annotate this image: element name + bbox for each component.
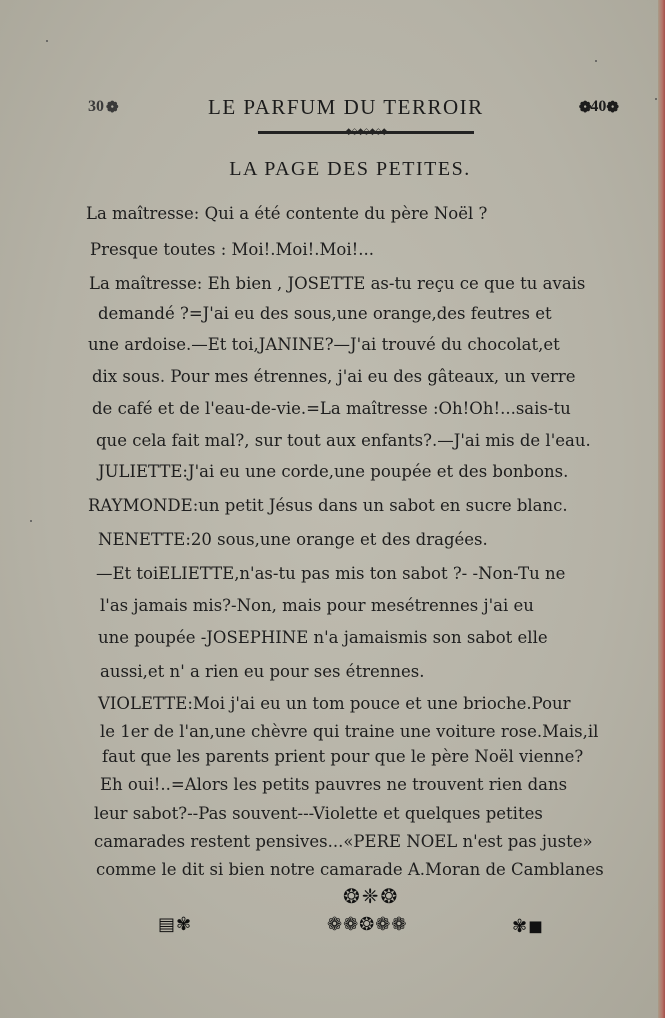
text-line: Eh oui!..=Alors les petits pauvres ne trouvent rien dans [100,775,568,794]
footer-ornament-icon: ❂❈❂ [343,884,400,908]
text-line: l'as jamais mis?-Non, mais pour mesétrennes j'ai eu [100,596,534,615]
text-line: faut que les parents prient pour que le père Noël vienne? [102,747,584,766]
text-line: une poupée -JOSEPHINE n'a jamaismis son sabot elle [98,628,548,647]
text-line: une ardoise.—Et toi,JANINE?—J'ai trouvé du chocolat,et [88,335,560,354]
left-page-number-text: 30 [88,98,104,115]
text-line: VIOLETTE:Moi j'ai eu un tom pouce et une brioche.Pour [98,694,571,713]
speck [655,98,657,100]
text-line: aussi,et n' a rien eu pour ses étrennes. [100,662,425,681]
speck [46,40,48,42]
text-line: camarades restent pensives...«PERE NOEL n'est pas juste» [94,832,593,851]
text-line: comme le dit si bien notre camarade A.Moran de Camblanes [96,860,604,879]
footer-ornament-icon: ▤✾ [158,914,193,935]
left-page-number [88,98,208,117]
text-line: de café et de l'eau-de-vie.=La maîtresse :Oh!Oh!...sais-tu [92,399,571,418]
ornament-icon: ❁ [578,99,591,116]
page-edge [658,0,665,1018]
text-line: La maîtresse: Qui a été contente du père Noël ? [86,204,488,223]
text-line: RAYMONDE:un petit Jésus dans un sabot en sucre blanc. [88,496,568,515]
speck [595,60,597,62]
speck [30,520,32,522]
text-line: que cela fait mal?, sur tout aux enfants?.—J'ai mis de l'eau. [96,431,591,450]
text-line: dix sous. Pour mes étrennes, j'ai eu des gâteaux, un verre [92,367,576,386]
right-page-number [579,98,618,117]
text-line: demandé ?=J'ai eu des sous,une orange,des feutres et [98,304,552,323]
text-line: le 1er de l'an,une chèvre qui traine une voiture rose.Mais,il [100,722,599,741]
text-line: NENETTE:20 sous,une orange et des dragées. [98,530,488,549]
text-line: leur sabot?--Pas souvent---Violette et quelques petites [94,804,543,823]
text-line: JULIETTE:J'ai eu une corde,une poupée et des bonbons. [98,462,569,481]
text-line: Presque toutes : Moi!.Moi!.Moi!... [90,240,374,259]
section-title: LA PAGE DES PETITES. [229,158,471,180]
rule-ornament: ◆◇◆◇◆◇◆ [345,127,387,137]
running-header [88,92,618,122]
running-title: LE PARFUM DU TERROIR [208,94,484,119]
footer-ornament-icon: ❁❁❂❁❁ [327,914,408,935]
ornament-icon: ❁ [106,99,118,116]
text-line: La maîtresse: Eh bien , JOSETTE as-tu reçu ce que tu avais [89,274,586,293]
footer-ornament-icon: ✾◼ [512,916,545,937]
ornament-icon: ❁ [606,99,618,116]
right-page-number-text: 40 [590,98,607,115]
text-line: —Et toiELIETTE,n'as-tu pas mis ton sabot ?- -Non-Tu ne [96,564,566,583]
